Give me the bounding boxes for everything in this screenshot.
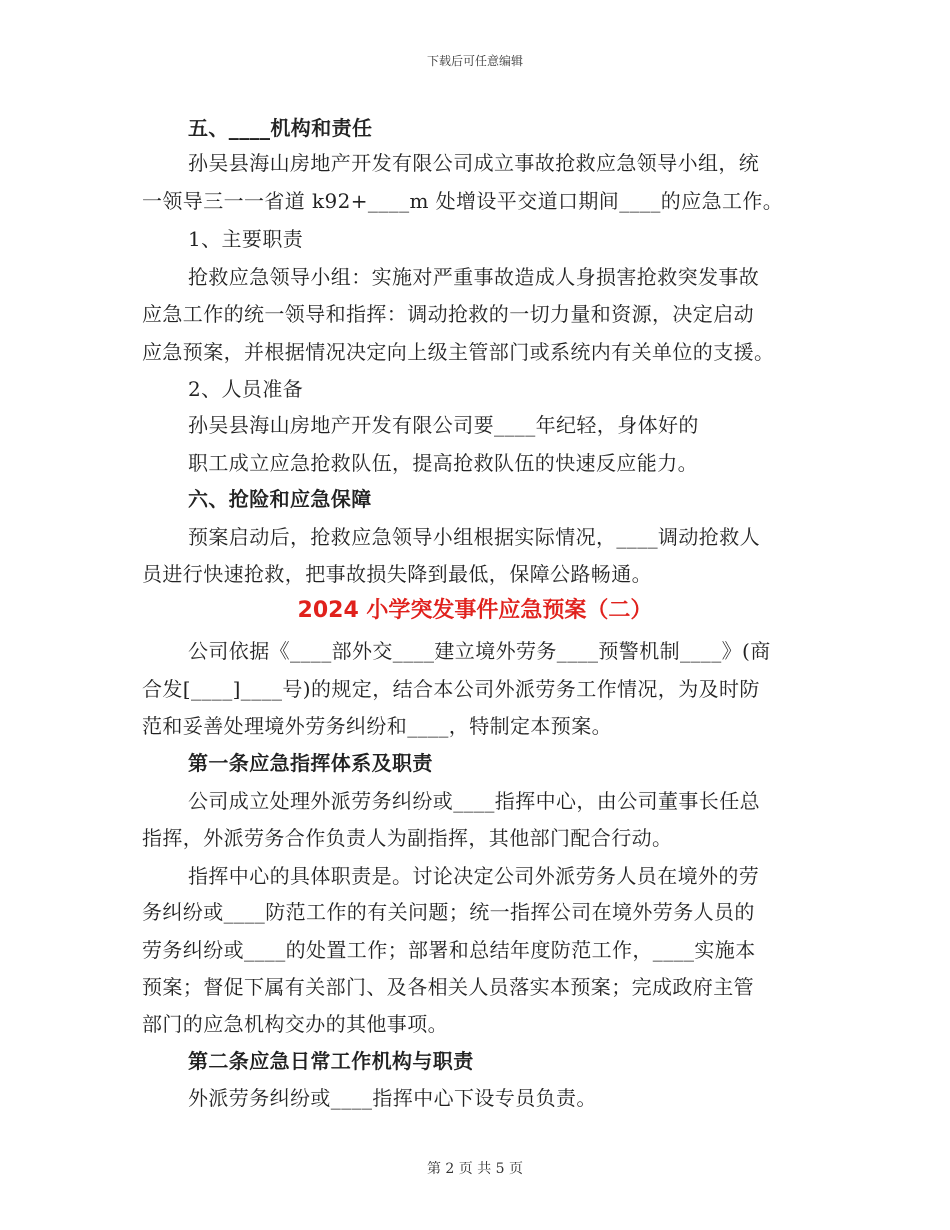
paragraph-line: 公司依据《____部外交____建立境外劳务____预警机制____》(商	[188, 639, 771, 663]
paragraph-line: 职工成立应急抢救队伍，提高抢救队伍的快速反应能力。	[188, 451, 698, 475]
page-footer: 第 2 页 共 5 页	[426, 1161, 524, 1177]
paragraph-line: 部门的应急机构交办的其他事项。	[142, 1012, 448, 1036]
paragraph-line: 一领导三一一省道 k92+____m 处增设平交道口期间____的应急工作。	[142, 189, 784, 213]
subheading-duties: 1、主要职责	[188, 227, 304, 251]
article-heading-1: 第一条应急指挥体系及职责	[188, 751, 433, 775]
paragraph-line: 务纠纷或____防范工作的有关问题；统一指挥公司在境外劳务人员的	[142, 900, 755, 924]
document-title: 2024 小学突发事件应急预案（二）	[297, 598, 653, 623]
section-heading-6: 六、抢险和应急保障	[188, 487, 372, 511]
section-heading-5: 五、____机构和责任	[188, 116, 373, 140]
paragraph-line: 预案；督促下属有关部门、及各相关人员落实本预案；完成政府主管	[142, 975, 754, 999]
paragraph-line: 公司成立处理外派劳务纠纷或____指挥中心，由公司董事长任总	[188, 789, 760, 813]
paragraph-line: 预案启动后，抢救应急领导小组根据实际情况，____调动抢救人	[188, 525, 760, 549]
paragraph-line: 范和妥善处理境外劳务纠纷和____，特制定本预案。	[142, 714, 612, 738]
article-heading-2: 第二条应急日常工作机构与职责	[188, 1049, 474, 1073]
paragraph-line: 员进行快速抢救，把事故损失降到最低，保障公路畅通。	[142, 562, 652, 586]
paragraph-line: 孙吴县海山房地产开发有限公司要____年纪轻，身体好的	[188, 413, 699, 437]
paragraph-line: 劳务纠纷或____的处置工作；部署和总结年度防范工作，____实施本	[142, 938, 756, 962]
paragraph-line: 孙吴县海山房地产开发有限公司成立事故抢救应急领导小组，统	[188, 151, 760, 175]
subheading-personnel: 2、人员准备	[188, 377, 304, 401]
page-header: 下载后可任意编辑	[426, 54, 523, 68]
paragraph-line: 指挥中心的具体职责是。讨论决定公司外派劳务人员在境外的劳	[188, 864, 760, 888]
paragraph-line: 合发[____]____号)的规定，结合本公司外派劳务工作情况，为及时防	[142, 677, 760, 701]
paragraph-line: 应急预案，并根据情况决定向上级主管部门或系统内有关单位的支援。	[142, 340, 775, 364]
paragraph-line: 指挥，外派劳务合作负责人为副指挥，其他部门配合行动。	[142, 826, 673, 850]
paragraph-line: 应急工作的统一领导和指挥：调动抢救的一切力量和资源，决定启动	[142, 302, 754, 326]
paragraph-line: 外派劳务纠纷或____指挥中心下设专员负责。	[188, 1086, 597, 1110]
paragraph-line: 抢救应急领导小组：实施对严重事故造成人身损害抢救突发事故	[188, 265, 760, 289]
